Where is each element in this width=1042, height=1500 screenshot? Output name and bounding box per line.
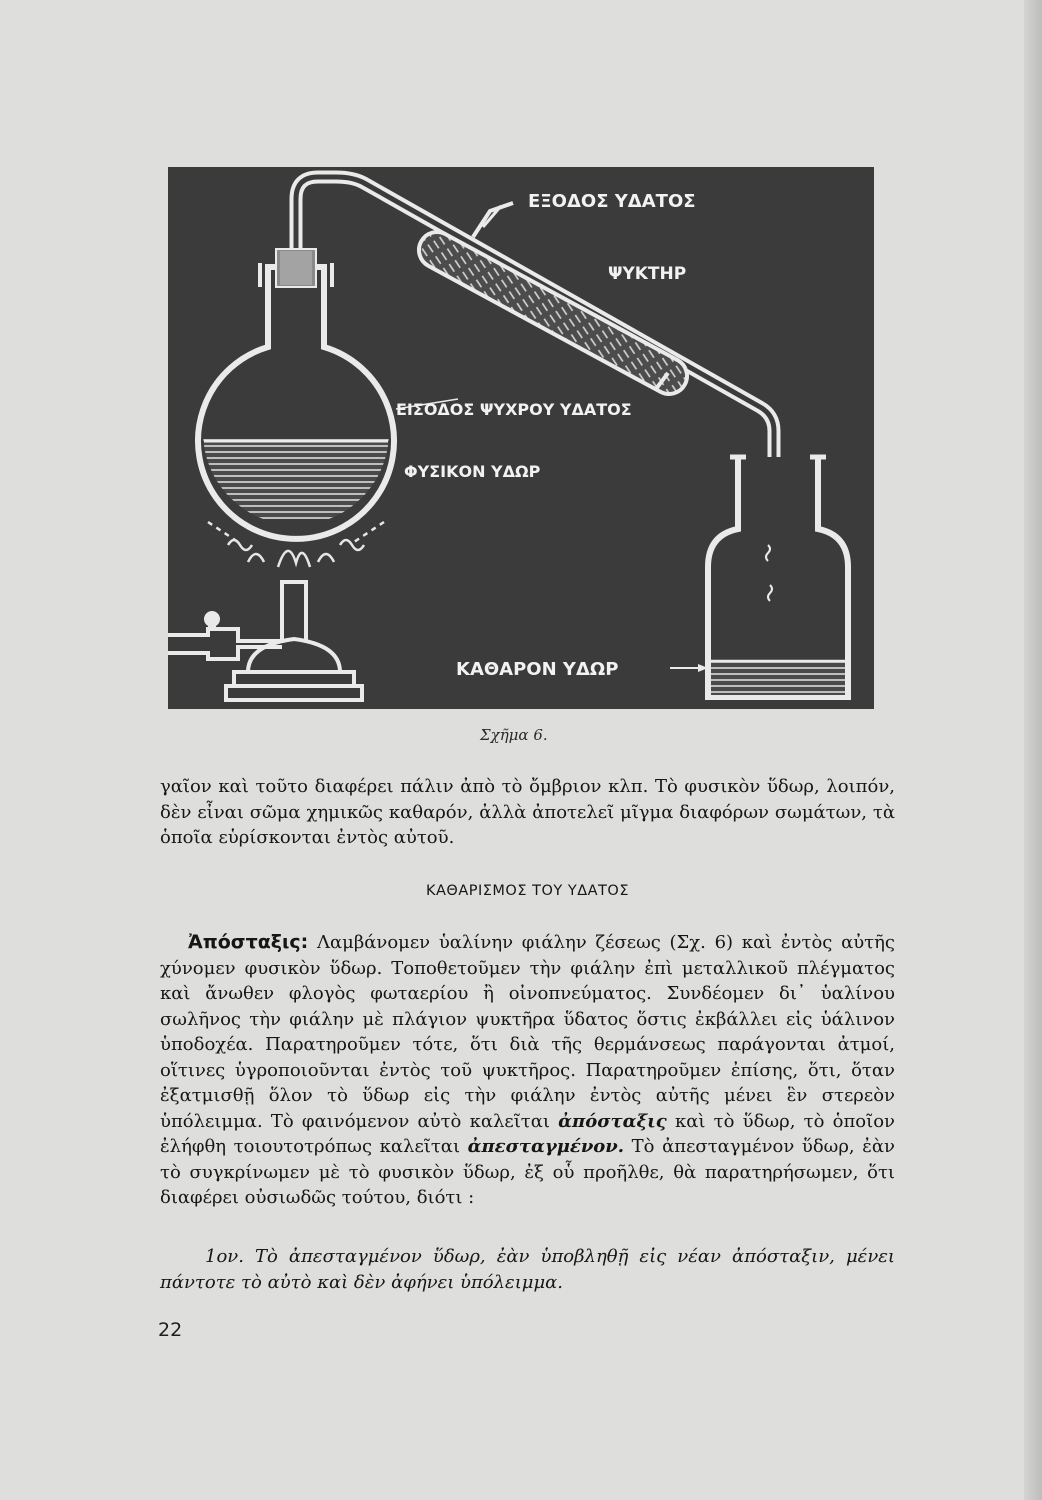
distillation-figure xyxy=(168,167,874,709)
water-outlet-tube xyxy=(473,203,513,237)
paragraph-1: γαῖον καὶ τοῦτο διαφέρει πάλιν ἀπὸ τὸ ὄμβριον κλπ. Τὸ φυσικὸν ὕδωρ, λοιπόν, δὲν εἶναι σῶμα χημικῶς καθαρόν, ἀλλὰ ἀποτελεῖ μῖγμα διαφόρων σωμάτων, τὰ ὁποῖα εὑρίσκονται ἐντὸς αὐτοῦ. xyxy=(160,776,895,848)
page-number: 22 xyxy=(158,1319,183,1341)
distillation-diagram xyxy=(168,167,874,709)
burner xyxy=(168,582,362,700)
section-heading: ΚΑΘΑΡΙΣΜΟΣ ΤΟΥ ΥΔΑΤΟΣ xyxy=(425,883,629,899)
label-natural-water: ΦΥΣΙΚΟΝ ΥΔΩΡ xyxy=(404,462,541,481)
term-distilled: ἀπεσταγμένον. xyxy=(467,1136,625,1157)
figure-caption: Σχῆμα 6. xyxy=(480,726,548,744)
boiling-flask xyxy=(198,259,394,539)
paragraph-3: 1ον. Τὸ ἀπεσταγμένον ὕδωρ, ἐὰν ὑποβληθῇ εἰς νέαν ἀπόσταξιν, μένει πάντοτε τὸ αὐτὸ καὶ δὲν ἀφήνει ὑπόλειμμα. xyxy=(160,1246,895,1293)
term-distillation: ἀπόσταξις xyxy=(558,1110,667,1132)
paragraph-2-text-b: καὶ τὸ ὕδωρ, τὸ ὁποῖον ἐλήφθη τοιουτοτρόπως καλεῖται xyxy=(160,1110,895,1157)
paragraph-2-text-a: Λαμβάνομεν ὑαλίνην φιάλην ζέσεως (Σχ. 6) καὶ ἐντὸς αὐτῆς χύνομεν φυσικὸν ὕδωρ. Τοποθετοῦμεν τὴν φιάλην ἐπὶ μεταλλικοῦ πλέγματος καὶ ἄνωθεν φλογὸς φωταερίου ἢ οἰνοπνεύματος. Συνδέομεν δι᾿ ὑαλίνου σωλῆνος τὴν φιάλην μὲ πλάγιον ψυκτῆρα ὕδατος ὅστις ἐκβάλλει εἰς ὑάλινον ὑποδοχέα. Παρατηροῦμεν τότε, ὅτι διὰ τῆς θερμάνσεως παράγονται ἀτμοί, οἵτινες ὑγροποιοῦνται ἐντὸς τοῦ ψυκτῆρος. Παρατηροῦμεν ἐπίσης, ὅτι, ὅταν ἐξατμισθῇ ὅλον τὸ ὕδωρ εἰς τὴν φιάλην ἐντὸς αὐτῆς μένει ἓν στερεὸν ὑπόλειμμα. Τὸ φαινόμενον αὐτὸ καλεῖται xyxy=(160,932,895,1132)
receiving-bottle xyxy=(708,457,848,697)
condenser xyxy=(413,226,694,401)
paragraph-2 xyxy=(160,930,895,1211)
paragraph-2-text-c: Τὸ ἀπεσταγμένον ὕδωρ, ἐὰν τὸ συγκρίνωμεν μὲ τὸ φυσικὸν ὕδωρ, ἐξ οὗ προῆλθε, θὰ παρατηρήσωμεν, ὅτι διαφέρει οὐσιωδῶς τούτου, διότι : xyxy=(160,1136,895,1208)
label-exit-water: ΕΞΟΔΟΣ ΥΔΑΤΟΣ xyxy=(528,191,696,212)
label-pure-water: ΚΑΘΑΡΟΝ ΥΔΩΡ xyxy=(456,659,619,680)
page-edge xyxy=(1024,0,1042,1500)
label-condenser: ΨΥΚΤΗΡ xyxy=(608,264,687,284)
label-cold-water-inlet: ΕΙΣΟΔΟΣ ΨΥΧΡΟΥ ΥΔΑΤΟΣ xyxy=(396,400,632,419)
run-in-heading: Ἀπόσταξις: xyxy=(188,931,309,953)
